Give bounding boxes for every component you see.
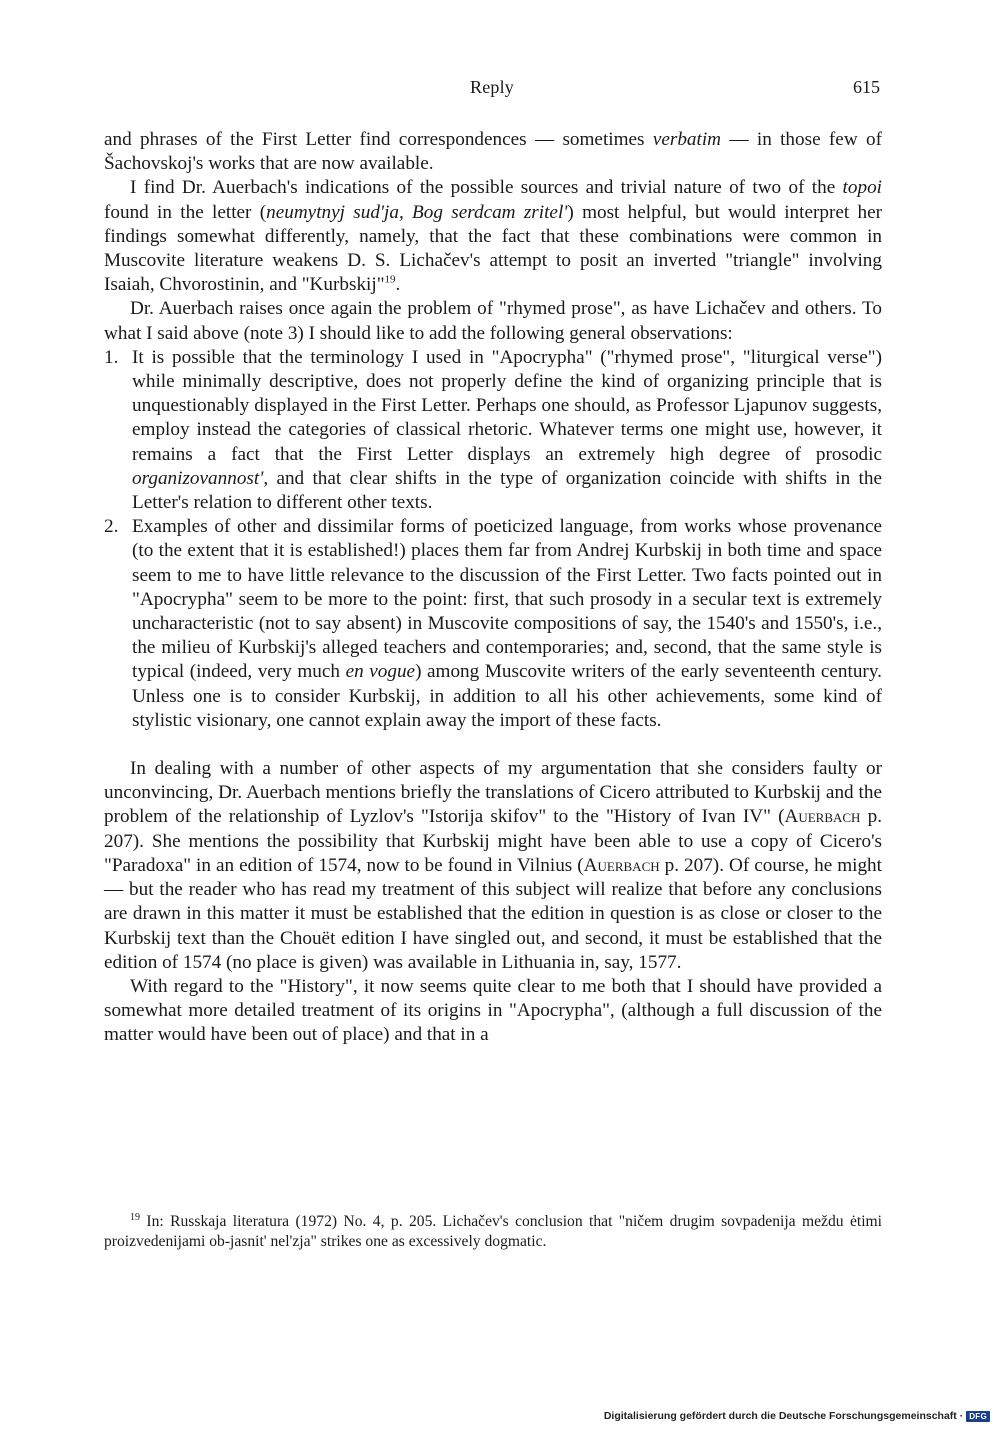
list-item-number: 2. — [104, 516, 119, 538]
text-run: p. 207). She mentions the possibility that Kurbskij might have been able to use a copy of Cicero's "Paradoxa" in an edition of 1574, now to be found in Vilnius ( — [104, 806, 882, 876]
paragraph-cicero — [104, 757, 882, 975]
footnote-ref: 19 — [130, 1211, 140, 1223]
text-run: I find Dr. Auerbach's indications of the possible sources and trivial nature of two of the — [130, 177, 843, 199]
text-run: With regard to the "History", it now seems quite clear to me both that I should have provided a somewhat more detailed treatment of its origins in "Apocrypha", (although a full discussion of the matter would have been out of place) and that in a — [104, 975, 882, 1046]
paragraph-rhymed-prose — [104, 297, 882, 345]
italic-run: en vogue — [345, 661, 416, 683]
footnote-ref: 19 — [384, 273, 396, 286]
list-item — [104, 346, 882, 515]
text-run: ) most helpful, but would interpret her findings somewhat differently, namely, that the fact that these combinations were common in Muscovite literature weakens D. S. Lichačev's attempt to posit an inverted "triangle" involving Isaiah, Chvorostinin, and "Kurbskij" — [104, 201, 882, 296]
paragraph-history — [104, 975, 882, 1048]
footnote-19 — [104, 1212, 882, 1252]
dfg-logo: DFG — [966, 1411, 990, 1422]
text-run: . — [395, 274, 401, 296]
observations-list — [104, 346, 882, 733]
list-item-number: 1. — [104, 346, 119, 368]
text-run: and phrases of the First Letter find correspondences — sometimes — [104, 129, 653, 150]
body-text — [104, 128, 882, 1048]
text-run: p. 207). Of course, he might — but the reader who has read my treatment of this subject will realize that before any conclusions are drawn in this matter it must be established that the edition in question is as close or closer to the Kurbskij text than the Chouët edition I have singled out, and second, it must be established that the edition of 1574 (no place is given) was available in Lithuania in, say, 1577. — [104, 854, 882, 973]
credit-text: Digitalisierung gefördert durch die Deutsche Forschungsgemeinschaft · — [603, 1410, 964, 1422]
author-citation: Auerbach — [583, 854, 660, 876]
text-run: — in those few of Šachovskoj's works that are now available. — [104, 129, 882, 175]
page-number: 615 — [853, 77, 880, 97]
section-gap — [104, 733, 882, 757]
author-citation: Auerbach — [784, 806, 861, 828]
text-run: , and that clear shifts in the type of organization coincide with shifts in the Letter's relation to different other texts. — [132, 467, 882, 514]
text-run: In: Russkaja literatura (1972) No. 4, p. 205. Lichačev's conclusion that "ničem drugim sovpadenija meždu ėtimi proizvedenijami ob-jasnit' nel'zja" strikes one as excessively dogmatic. — [104, 1213, 882, 1250]
paragraph-continuation — [104, 128, 882, 176]
text-run: It is possible that the terminology I used in "Apocrypha" ("rhymed prose", "liturgical verse") while minimally descriptive, does not properly define the kind of organizing principle that is unquestionably displayed in the First Letter. Perhaps one should, as Professor Ljapunov suggests, employ instead the categories of classical rhetoric. Whatever terms one might use, however, it remains a fact that the First Letter displays an extremely high degree of prosodic — [132, 346, 882, 465]
italic-run: topoi — [842, 177, 882, 199]
page-header — [104, 77, 880, 103]
text-run: Dr. Auerbach raises once again the problem of "rhymed prose", as have Lichačev and others. To what I said above (note 3) I should like to add the following general observations: — [104, 298, 882, 344]
list-item-text — [132, 347, 882, 513]
italic-run: neumytnyj sud'ja, Bog serdcam zritel' — [266, 201, 568, 223]
list-item-text — [132, 516, 882, 731]
text-run: Examples of other and dissimilar forms of poeticized language, from works whose provenance (to the extent that it is established!) places them far from Andrej Kurbskij in both time and space seem to me to have little relevance to the discussion of the First Letter. Two facts pointed out in "Apocrypha" seem to be more to the point: first, that such prosody in a secular text is extremely uncharacteristic (not to say absent) in Muscovite compositions of say, the 1540's and 1550's, i.e., the milieu of Kurbskij's alleged teachers and contemporaries; and, second, that the same style is typical (indeed, very much — [132, 516, 882, 683]
text-run: found in the letter ( — [104, 201, 267, 223]
text-run: In dealing with a number of other aspects of my argumentation that she considers faulty or unconvincing, Dr. Auerbach mentions briefly the translations of Cicero attributed to Kurbskij and the problem of the relationship of Lyzlov's "Istorija skifov" to the "History of Ivan IV" ( — [104, 758, 882, 828]
italic-run: organizovannost' — [132, 467, 264, 489]
italic-run: verbatim — [652, 129, 722, 150]
digitization-credit — [604, 1410, 990, 1422]
running-title: Reply — [470, 77, 514, 97]
paragraph-topoi — [104, 176, 882, 297]
list-item — [104, 515, 882, 733]
text-run: ) among Muscovite writers of the early seventeenth century. Unless one is to consider Kurbskij, in addition to all his other achievements, some kind of stylistic visionary, one cannot explain away the import of these facts. — [132, 661, 882, 731]
